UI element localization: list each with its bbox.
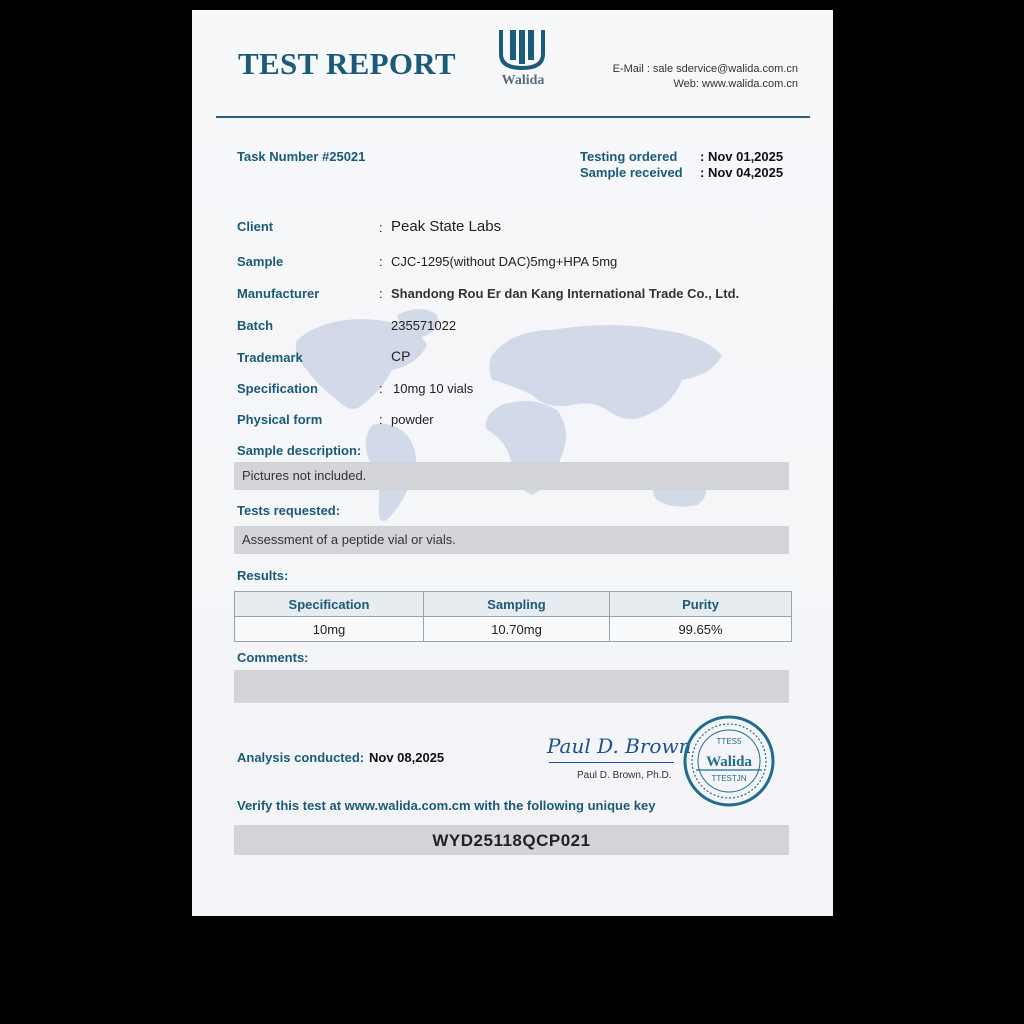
analysis-label: Analysis conducted: bbox=[237, 750, 365, 765]
results-header-specification: Specification bbox=[235, 592, 424, 617]
results-header-sampling: Sampling bbox=[424, 592, 610, 617]
world-map-watermark bbox=[277, 300, 767, 540]
unique-key-box bbox=[234, 825, 789, 855]
report-page bbox=[192, 10, 833, 916]
report-title: TEST REPORT bbox=[238, 46, 456, 81]
specification-colon: : bbox=[379, 381, 383, 396]
batch-label: Batch bbox=[237, 318, 274, 333]
results-label: Results: bbox=[237, 568, 289, 583]
sample-description-text: Pictures not included. bbox=[242, 468, 367, 483]
task-number: Task Number #25021 bbox=[237, 149, 366, 164]
header-divider bbox=[216, 116, 810, 118]
signature-script: Paul D. Brown bbox=[547, 734, 692, 758]
testing-ordered-date: : Nov 01,2025 bbox=[700, 149, 784, 164]
batch-value: 235571022 bbox=[391, 318, 457, 333]
manufacturer-label: Manufacturer bbox=[237, 286, 320, 301]
testing-ordered-label: Testing ordered bbox=[580, 149, 678, 164]
results-table bbox=[234, 591, 792, 642]
results-cell-purity: 99.65% bbox=[610, 617, 792, 642]
specification-label: Specification bbox=[237, 381, 318, 396]
physical-form-value: powder bbox=[391, 412, 434, 427]
client-colon: : bbox=[379, 220, 383, 235]
manufacturer-colon: : bbox=[379, 286, 383, 301]
analysis-date: Nov 08,2025 bbox=[369, 750, 445, 765]
tests-requested-box bbox=[234, 526, 789, 554]
unique-key: WYD25118QCP021 bbox=[432, 831, 591, 850]
physical-form-label: Physical form bbox=[237, 412, 323, 427]
trademark-label: Trademark bbox=[237, 350, 303, 365]
comments-box bbox=[234, 670, 789, 703]
results-cell-specification: 10mg bbox=[235, 617, 424, 642]
tests-requested-label: Tests requested: bbox=[237, 503, 341, 518]
sample-received-date: : Nov 04,2025 bbox=[700, 165, 784, 180]
results-header-row bbox=[235, 592, 792, 617]
sample-received-label: Sample received bbox=[580, 165, 683, 180]
verify-text: Verify this test at www.walida.com.cm with the following unique key bbox=[237, 798, 656, 813]
contact-info bbox=[613, 62, 798, 92]
stamp-top-text: TTES5 bbox=[716, 737, 742, 746]
physical-form-colon: : bbox=[379, 412, 383, 427]
sample-label: Sample bbox=[237, 254, 284, 269]
logo-text: Walida bbox=[501, 73, 545, 88]
manufacturer-value: Shandong Rou Er dan Kang International Trade Co., Ltd. bbox=[391, 286, 740, 301]
sample-colon: : bbox=[379, 254, 383, 269]
stamp-brand-text: Walida bbox=[706, 754, 752, 770]
signature-name: Paul D. Brown, Ph.D. bbox=[577, 770, 672, 781]
comments-label: Comments: bbox=[237, 650, 309, 665]
signature-line bbox=[549, 762, 674, 763]
contact-email: E-Mail : sale sdervice@walida.com.cn bbox=[612, 63, 798, 75]
table-row bbox=[235, 617, 792, 642]
tests-requested-text: Assessment of a peptide vial or vials. bbox=[242, 532, 456, 547]
stamp-bottom-text: TTESTJN bbox=[711, 774, 747, 783]
sample-value: CJC-1295(without DAC)5mg+HPA 5mg bbox=[391, 254, 618, 269]
sample-description-box bbox=[234, 462, 789, 490]
contact-web: Web: www.walida.com.cn bbox=[673, 78, 798, 90]
walida-seal-stamp bbox=[682, 714, 776, 808]
trademark-value: CP bbox=[391, 348, 411, 364]
client-value: Peak State Labs bbox=[391, 218, 502, 235]
results-cell-sampling: 10.70mg bbox=[424, 617, 610, 642]
client-label: Client bbox=[237, 219, 274, 234]
results-header-purity: Purity bbox=[610, 592, 792, 617]
sample-description-label: Sample description: bbox=[237, 443, 362, 458]
walida-logo-icon bbox=[497, 28, 547, 72]
specification-value: 10mg 10 vials bbox=[393, 381, 474, 396]
